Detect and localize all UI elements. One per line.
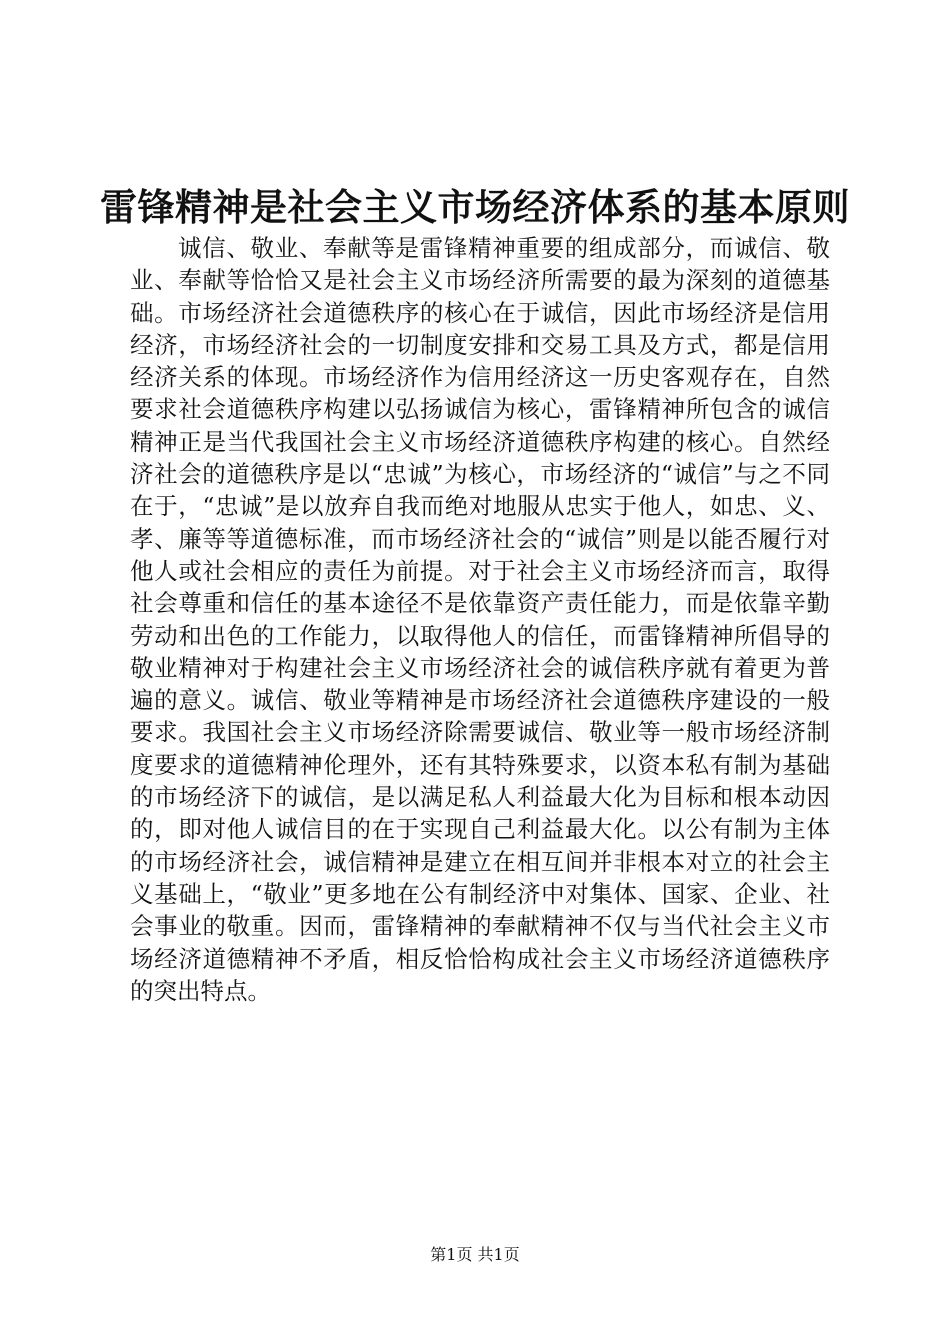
page-footer: 第1页 共1页 (430, 1245, 520, 1264)
document-title: 雷锋精神是社会主义市场经济体系的基本原则 (100, 186, 850, 229)
body-paragraph: 诚信、敬业、奉献等是雷锋精神重要的组成部分，而诚信、敬业、奉献等恰恰又是社会主义市场经济所需要的最为深刻的道德基础。市场经济社会道德秩序的核心在于诚信，因此市场经济是信用经济，市场经济社会的一切制度安排和交易工具及方式，都是信用经济关系的体现。市场经济作为信用经济这一历史客观存在，自然要求社会道德秩序构建以弘扬诚信为核心，雷锋精神所包含的诚信精神正是当代我国社会主义市场经济道德秩序构建的核心。自然经济社会的道德秩序是以“忠诚”为核心，市场经济的“诚信”与之不同在于，“忠诚”是以放弃自我而绝对地服从忠实于他人，如忠、义、孝、廉等等道德标准，而市场经济社会的“诚信”则是以能否履行对他人或社会相应的责任为前提。对于社会主义市场经济而言，取得社会尊重和信任的基本途径不是依靠资产责任能力，而是依靠辛勤劳动和出色的工作能力，以取得他人的信任，而雷锋精神所倡导的敬业精神对于构建社会主义市场经济社会的诚信秩序就有着更为普遍的意义。诚信、敬业等精神是市场经济社会道德秩序建设的一般要求。我国社会主义市场经济除需要诚信、敬业等一般市场经济制度要求的道德精神伦理外，还有其特殊要求，以资本私有制为基础的市场经济下的诚信，是以满足私人利益最大化为目标和根本动因的，即对他人诚信目的在于实现自己利益最大化。以公有制为主体的市场经济社会，诚信精神是建立在相互间并非根本对立的社会主义基础上，“敬业”更多地在公有制经济中对集体、国家、企业、社会事业的敬重。因而，雷锋精神的奉献精神不仅与当代社会主义市场经济道德精神不矛盾，相反恰恰构成社会主义市场经济道德秩序的突出特点。 (130, 234, 830, 1005)
